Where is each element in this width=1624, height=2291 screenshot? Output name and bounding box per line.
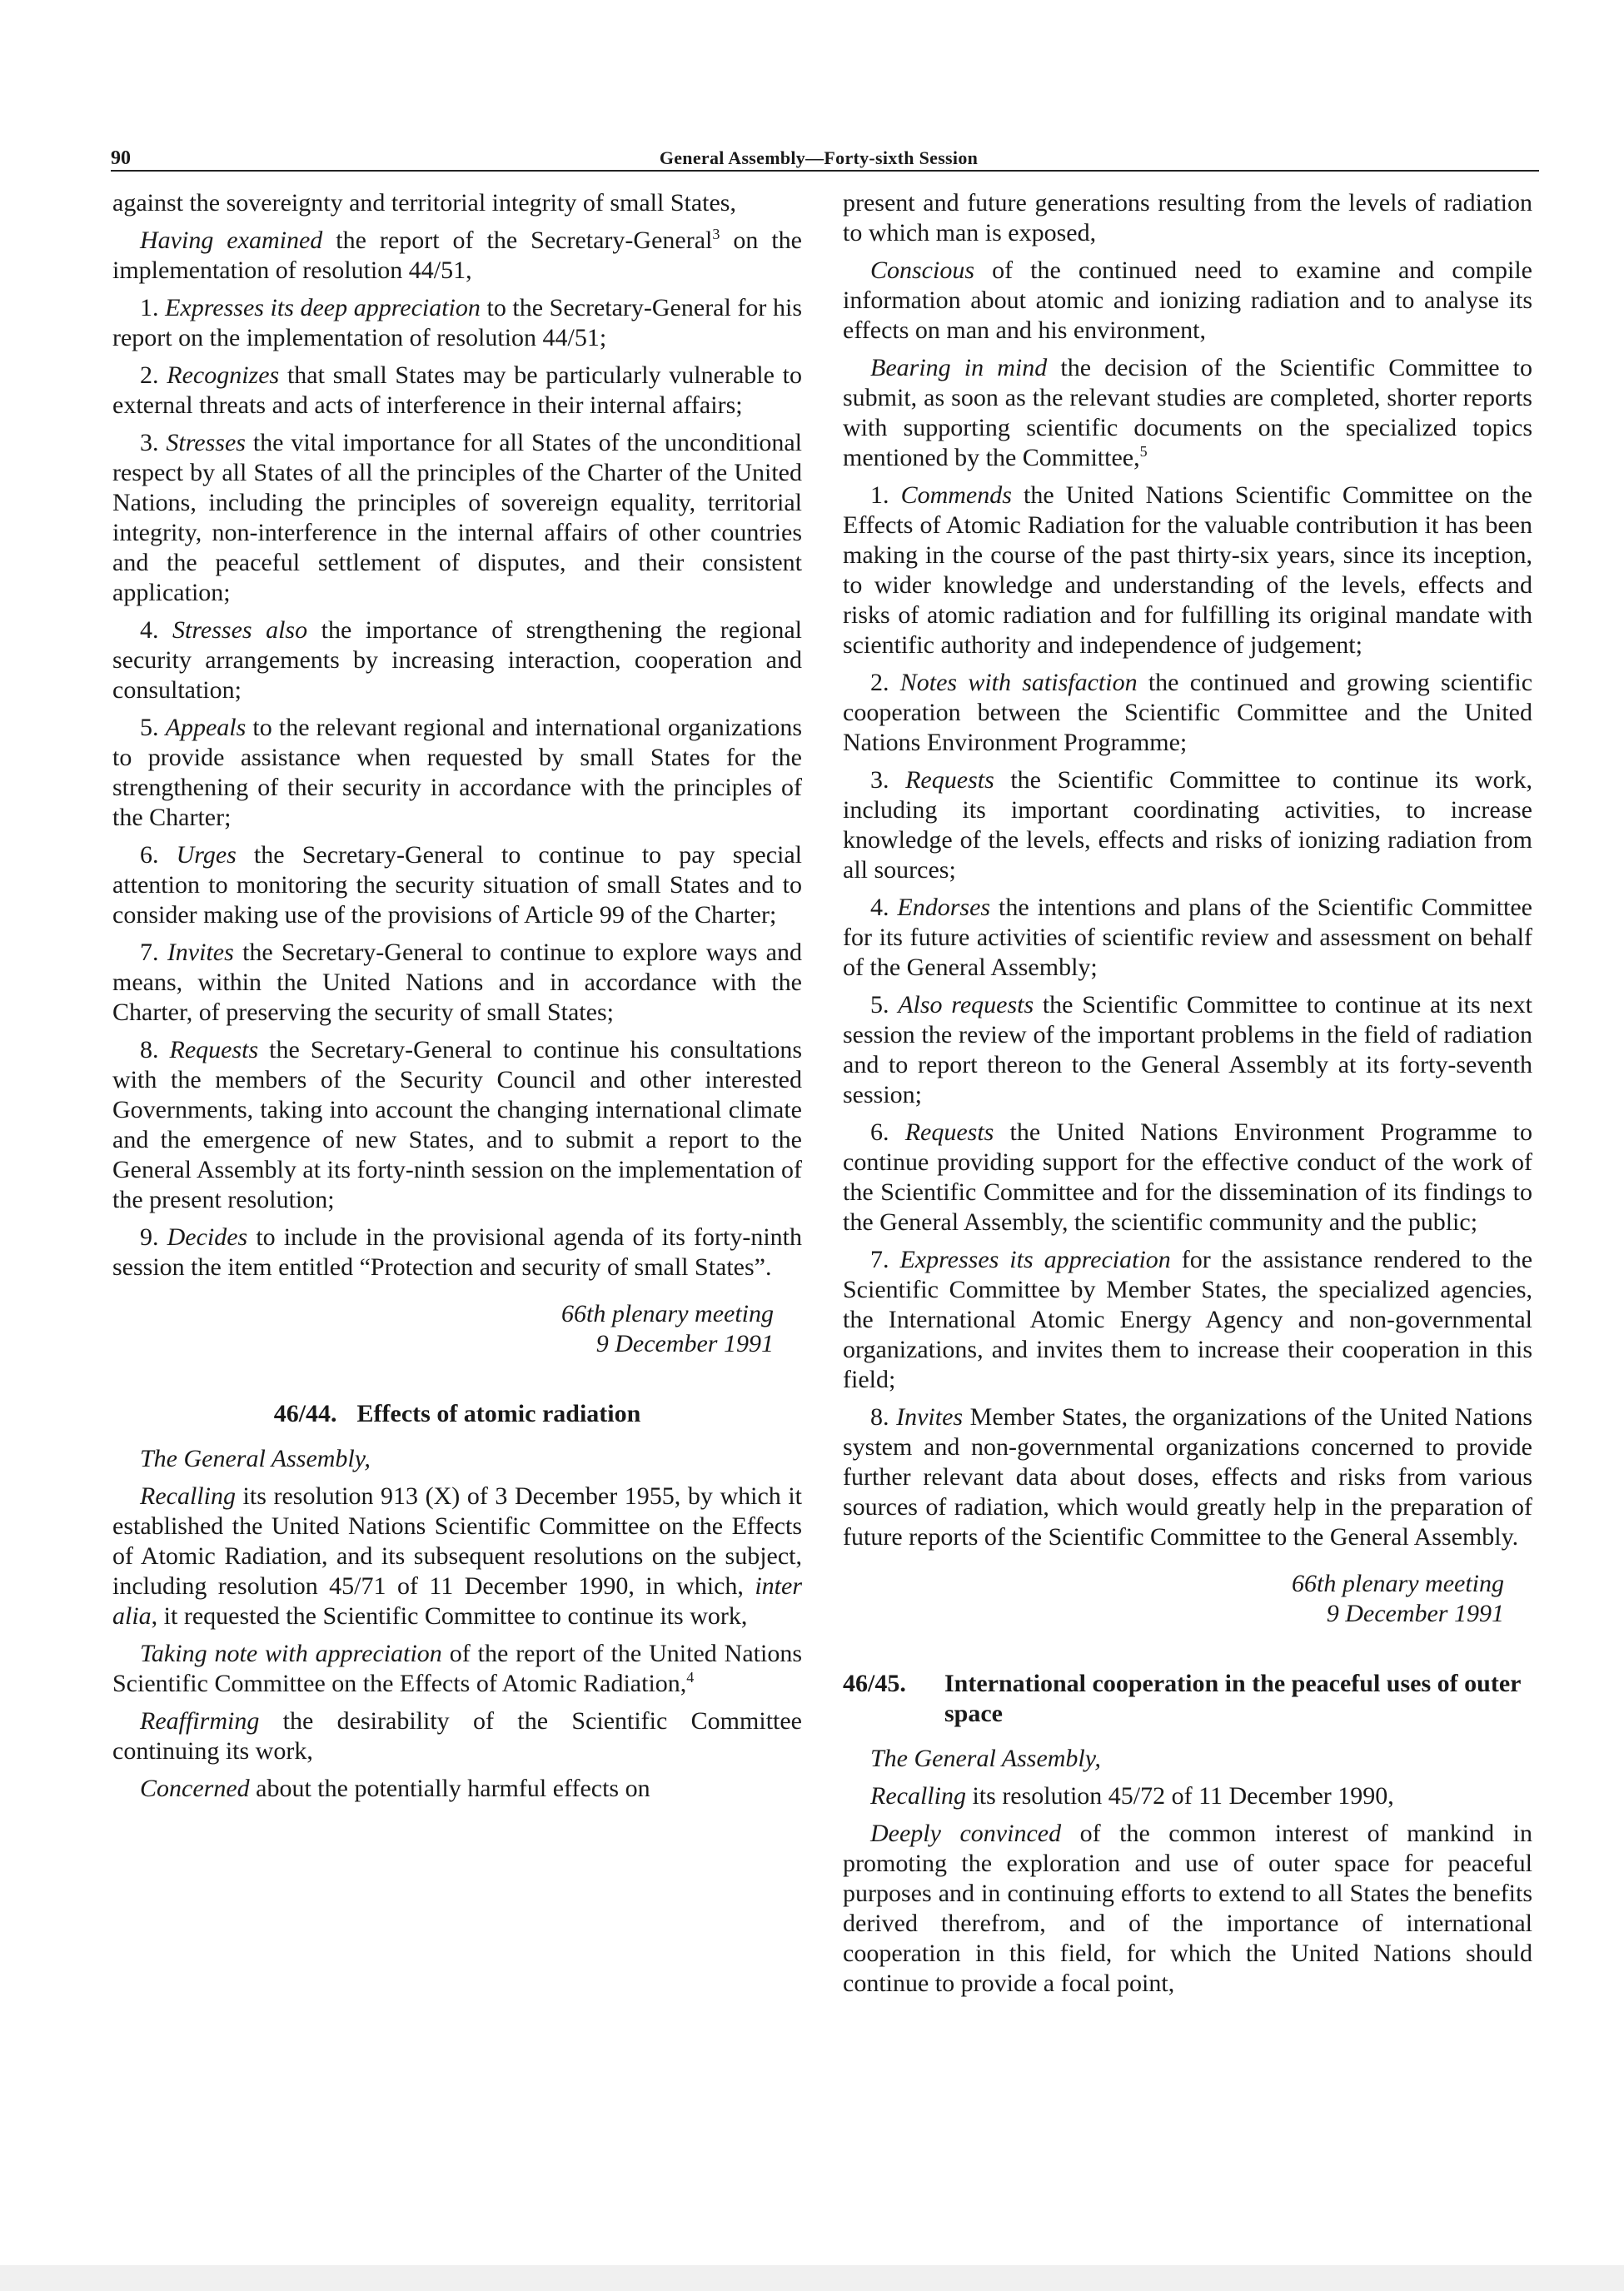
meeting-name: 66th plenary meeting xyxy=(561,1300,774,1327)
preamble-paragraph: Deeply convinced of the common interest of mankind in promoting the exploration and use of outer space for peaceful purposes and in continuing efforts to extend to all States the benefits derived therefrom, and of the importance of international cooperation in this field, for which the United Nations should continue to provide a focal point, xyxy=(843,1820,1532,1997)
preamble-paragraph: Reaffirming the desirability of the Scientific Committee continuing its work, xyxy=(112,1707,802,1765)
assembly-line: The General Assembly, xyxy=(870,1745,1101,1772)
right-column xyxy=(843,188,1532,2006)
meeting-signature xyxy=(843,1569,1504,1629)
preamble-paragraph: Bearing in mind the decision of the Scientific Committee to submit, as soon as the relevant studies are completed, shorter reports with supporting scientific documents on the specialized topics mentioned by the Committee,$^5$ xyxy=(843,354,1532,471)
preamble-paragraph: Conscious of the continued need to examine and compile information about atomic and ionizing radiation and to analyse its effects on man and his environment, xyxy=(843,256,1532,344)
resolution-number: 46/44. xyxy=(273,1400,337,1427)
left-column xyxy=(112,188,802,1811)
preamble-paragraph: Recalling its resolution 45/72 of 11 December 1990, xyxy=(870,1782,1394,1810)
preamble-paragraph: Recalling its resolution 913 (X) of 3 December 1955, by which it established the United Nations Scientific Committee on the Effects of Atomic Radiation, and its subsequent resolutions on the subject, including resolution 45/71 of 11 December 1990, in which, inter alia, it requested the Scientific Committee to continue its work, xyxy=(112,1482,802,1630)
operative-paragraph: 6. Requests the United Nations Environment Programme to continue providing support for the effective conduct of the work of the Scientific Committee and for the dissemination of its findings to the General Assembly, the scientific community and the public; xyxy=(843,1118,1533,1236)
resolution-title: International cooperation in the peaceful uses of outer space xyxy=(944,1670,1521,1727)
operative-paragraph: 5. Also requests the Scientific Committee to continue at its next session the review of the important problems in the field of radiation and to report thereon to the General Assembly at its forty-seventh session; xyxy=(843,991,1532,1108)
operative-paragraph: 9. Decides to include in the provisional agenda of its forty-ninth session the item entitled “Protection and security of small States”. xyxy=(112,1223,802,1281)
operative-paragraph: 8. Requests the Secretary-General to continue his consultations with the members of the Security Council and other interested Governments, taking into account the changing international climate and the emergence of new States, and to submit a report to the General Assembly at its forty-ninth session on the implementation of the present resolution; xyxy=(112,1036,803,1213)
operative-paragraph: 2. Notes with satisfaction the continued and growing scientific cooperation between the Scientific Committee and the United Nations Environment Programme; xyxy=(843,669,1533,756)
operative-paragraph: 4. Endorses the intentions and plans of the Scientific Committee for its future activities of scientific review and assessment on behalf of the General Assembly; xyxy=(843,894,1532,981)
header-rule xyxy=(111,170,1539,172)
operative-paragraph: 4. Stresses also the importance of strengthening the regional security arrangements by increasing interaction, cooperation and consultation; xyxy=(112,616,802,704)
meeting-date: 9 December 1991 xyxy=(595,1330,774,1357)
paragraph: Having examined the report of the Secretary-General$^3$ on the implementation of resolution 44/51, xyxy=(112,226,802,284)
operative-paragraph: 2. Recognizes that small States may be particularly vulnerable to external threats and acts of interference in their internal affairs; xyxy=(112,361,802,419)
operative-paragraph: 6. Urges the Secretary-General to continue to pay special attention to monitoring the security situation of small States and to consider making use of the provisions of Article 99 of the Charter; xyxy=(112,841,802,929)
page-header xyxy=(111,140,1527,173)
scan-margin xyxy=(0,2265,1624,2291)
assembly-line: The General Assembly, xyxy=(140,1445,371,1472)
resolution-title: Effects of atomic radiation xyxy=(356,1400,641,1427)
preamble-paragraph: Taking note with appreciation of the report of the United Nations Scientific Committee on the Effects of Atomic Radiation,$^4$ xyxy=(112,1640,803,1697)
paragraph: present and future generations resulting from the levels of radiation to which man is exposed, xyxy=(843,189,1532,247)
resolution-heading xyxy=(843,1669,1532,1729)
preamble-paragraph: Concerned about the potentially harmful effects on xyxy=(140,1775,650,1802)
meeting-date: 9 December 1991 xyxy=(1326,1600,1504,1627)
operative-paragraph: 8. Invites Member States, the organizations of the United Nations system and non-governmental organizations concerned to provide further relevant data about doses, effects and risks from various sources of radiation, which would greatly help in the preparation of future reports of the Scientific Committee to the General Assembly. xyxy=(843,1403,1533,1551)
operative-paragraph: 3. Requests the Scientific Committee to continue its work, including its important coordinating activities, to increase knowledge of the levels, effects and risks of ionizing radiation from all sources; xyxy=(843,766,1533,884)
operative-paragraph: 7. Invites the Secretary-General to continue to explore ways and means, within the United Nations and in accordance with the Charter, of preserving the security of small States; xyxy=(112,939,802,1026)
meeting-signature xyxy=(112,1299,774,1359)
page-number: 90 xyxy=(111,147,131,169)
operative-paragraph: 1. Expresses its deep appreciation to the Secretary-General for his report on the implementation of resolution 44/51; xyxy=(112,294,802,351)
operative-paragraph: 7. Expresses its appreciation for the assistance rendered to the Scientific Committee by Member States, the specialized agencies, the International Atomic Energy Agency and non-governmental organizations, and invites them to increase their cooperation in this field; xyxy=(843,1246,1533,1393)
paragraph: against the sovereignty and territorial integrity of small States, xyxy=(112,189,736,217)
operative-paragraph: 1. Commends the United Nations Scientific Committee on the Effects of Atomic Radiation for the valuable contribution it has been making in the course of the past thirty-six years, since its inception, to wider knowledge and understanding of the levels, effects and risks of atomic radiation and for fulfilling its original mandate with scientific authority and independence of judgement; xyxy=(843,481,1532,659)
operative-paragraph: 5. Appeals to the relevant regional and international organizations to provide assistance when requested by small States for the strengthening of their security in accordance with the principles of the Charter; xyxy=(112,714,802,831)
resolution-number: 46/45. xyxy=(843,1670,906,1697)
resolution-heading xyxy=(112,1399,802,1429)
running-title: General Assembly—Forty-sixth Session xyxy=(659,147,979,168)
meeting-name: 66th plenary meeting xyxy=(1292,1570,1504,1597)
operative-paragraph: 3. Stresses the vital importance for all States of the unconditional respect by all States of all the principles of the Charter of the United Nations, including the principles of sovereign equality, territorial integrity, non-interference in the internal affairs of other countries and the peaceful settlement of disputes, and their consistent application; xyxy=(112,429,803,606)
